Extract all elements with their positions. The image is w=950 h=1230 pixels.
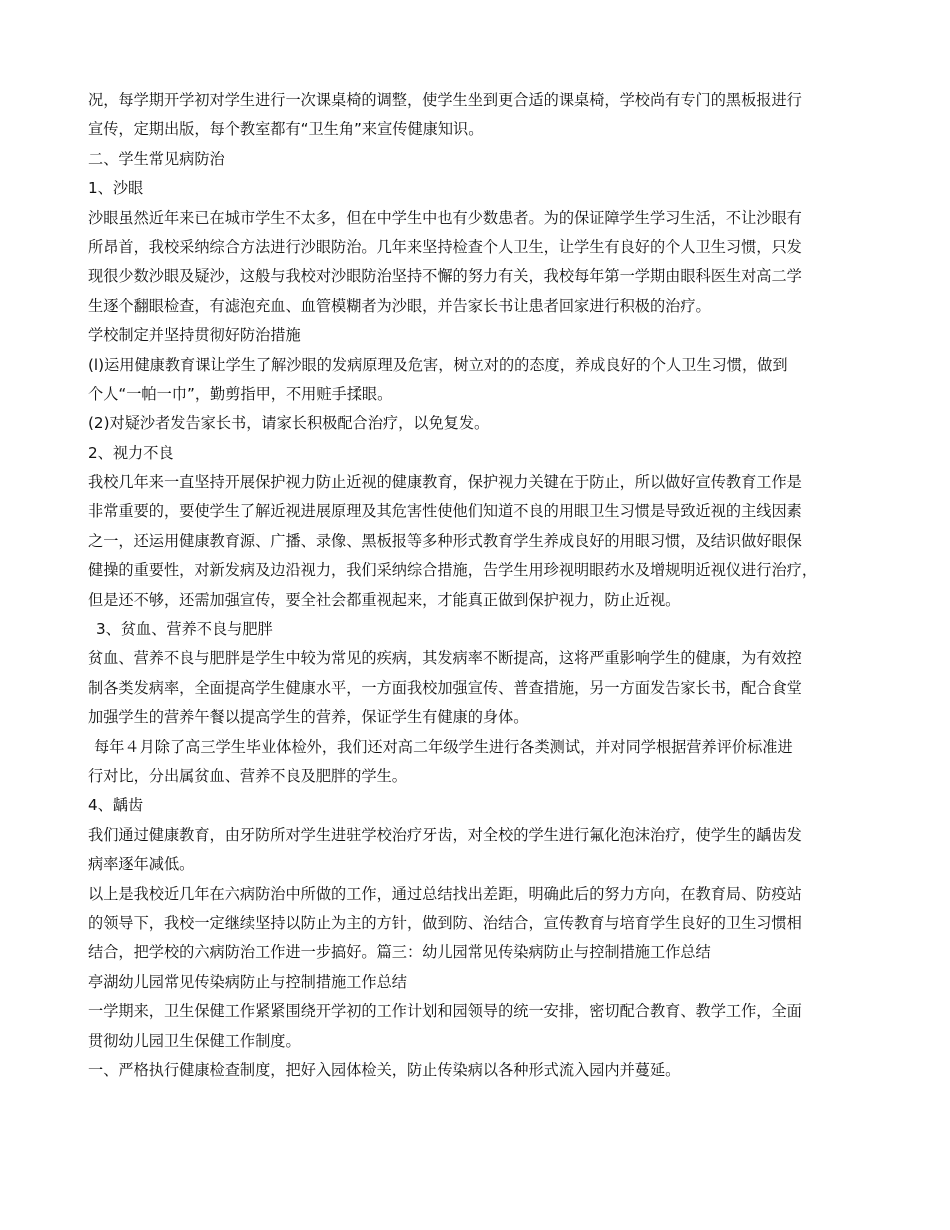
subsection-heading: 3、贫血、营养不良与肥胖 bbox=[96, 620, 273, 639]
text-line: (2)对疑沙者发告家长书，请家长积极配合治疗，以免复发。 bbox=[88, 414, 490, 433]
text-line: 的领导下，我校一定继续坚持以防止为主的方针，做到防、治结合，宣传教育与培育学生良好的卫生习惯相 bbox=[88, 913, 802, 932]
text-line: 非常重要的，要使学生了解近视进展原理及其危害性使他们知道不良的用眼卫生习惯是导致近视的主线因素 bbox=[88, 502, 802, 521]
text-line: 制各类发病率，全面提高学生健康水平，一方面我校加强宣传、普查措施，另一方面发告家长书，配合食堂 bbox=[88, 678, 802, 697]
text-line: 学校制定并坚持贯彻好防治措施 bbox=[88, 326, 301, 345]
document-title: 亭湖幼儿园常见传染病防止与控制措施工作总结 bbox=[88, 972, 407, 991]
text-line: 所昂首，我校采纳综合方法进行沙眼防治。几年来坚持检查个人卫生，让学生有良好的个人卫生习惯，只发 bbox=[88, 237, 802, 256]
text-line: 现很少数沙眼及疑沙，这般与我校对沙眼防治坚持不懈的努力有关，我校每年第一学期由眼科医生对高二学 bbox=[88, 267, 802, 286]
text-line: 加强学生的营养午餐以提高学生的营养，保证学生有健康的身体。 bbox=[88, 708, 529, 727]
subsection-heading: 4、龋齿 bbox=[88, 796, 144, 815]
text-line: 以上是我校近几年在六病防治中所做的工作，通过总结找出差距，明确此后的努力方向，在教育局、防疫站 bbox=[88, 884, 802, 903]
text-line: 健操的重要性，对新发病及边沿视力，我们采纳综合措施，告学生用珍视明眼药水及增规明近视仪进行治疗， bbox=[88, 561, 817, 580]
text-line: 沙眼虽然近年来已在城市学生不太多，但在中学生中也有少数患者。为的保证障学生学习生活，不让沙眼有 bbox=[88, 208, 802, 227]
text-line: (l)运用健康教育课让学生了解沙眼的发病原理及危害，树立对的的态度，养成良好的个人卫生习惯，做到 bbox=[88, 355, 788, 374]
text-line: 况，每学期开学初对学生进行一次课桌椅的调整，使学生坐到更合适的课桌椅，学校尚有专门的黑板报进行 bbox=[88, 91, 802, 109]
section-heading: 一、严格执行健康检查制度，把好入园体检关，防止传染病以各种形式流入园内并蔓延。 bbox=[88, 1060, 681, 1079]
text-line: 生逐个翻眼检查，有滤泡充血、血管模糊者为沙眼，并告家长书让患者回家进行积极的治疗。 bbox=[88, 296, 711, 315]
text-line: 我们通过健康教育，由牙防所对学生进驻学校治疗牙齿，对全校的学生进行氟化泡沫治疗，使学生的龋齿发 bbox=[88, 825, 802, 844]
text-line: 我校几年来一直坚持开展保护视力防止近视的健康教育，保护视力关键在于防止，所以做好宣传教育工作是 bbox=[88, 473, 802, 492]
text-line: 宣传，定期出版，每个教室都有“卫生角”来宣传健康知识。 bbox=[88, 120, 484, 139]
document-page bbox=[88, 86, 868, 1085]
text-line: 结合，把学校的六病防治工作进一步搞好。篇三：幼儿园常见传染病防止与控制措施工作总结 bbox=[88, 943, 711, 962]
text-line: 病率逐年减低。 bbox=[88, 855, 195, 874]
text-line: 行对比，分出属贫血、营养不良及肥胖的学生。 bbox=[88, 766, 407, 785]
text-line: 贫血、营养不良与肥胖是学生中较为常见的疾病，其发病率不断提高，这将严重影响学生的健康，为有效控 bbox=[88, 649, 802, 668]
subsection-heading: 1、沙眼 bbox=[88, 179, 144, 198]
text-line: 之一，还运用健康教育源、广播、录像、黑板报等多种形式教育学生养成良好的用眼习惯，及结识做好眼保 bbox=[88, 531, 802, 550]
text-line: 贯彻幼儿园卫生保健工作制度。 bbox=[88, 1031, 301, 1050]
text-line: 一学期来，卫生保健工作紧紧围绕开学初的工作计划和园领导的统一安排，密切配合教育、教学工作，全面 bbox=[88, 1002, 802, 1021]
text-line: 但是还不够，还需加强宣传，要全社会都重视起来，才能真正做到保护视力，防止近视。 bbox=[88, 590, 681, 609]
text-line: 每年４月除了高三学生毕业体检外，我们还对高二年级学生进行各类测试，并对同学根据营养评价标准进 bbox=[94, 737, 793, 756]
subsection-heading: 2、视力不良 bbox=[88, 443, 174, 462]
text-line: 个人“一帕一巾”，勤剪指甲，不用赃手揉眼。 bbox=[88, 384, 393, 403]
section-heading: 二、学生常见病防治 bbox=[88, 149, 225, 168]
